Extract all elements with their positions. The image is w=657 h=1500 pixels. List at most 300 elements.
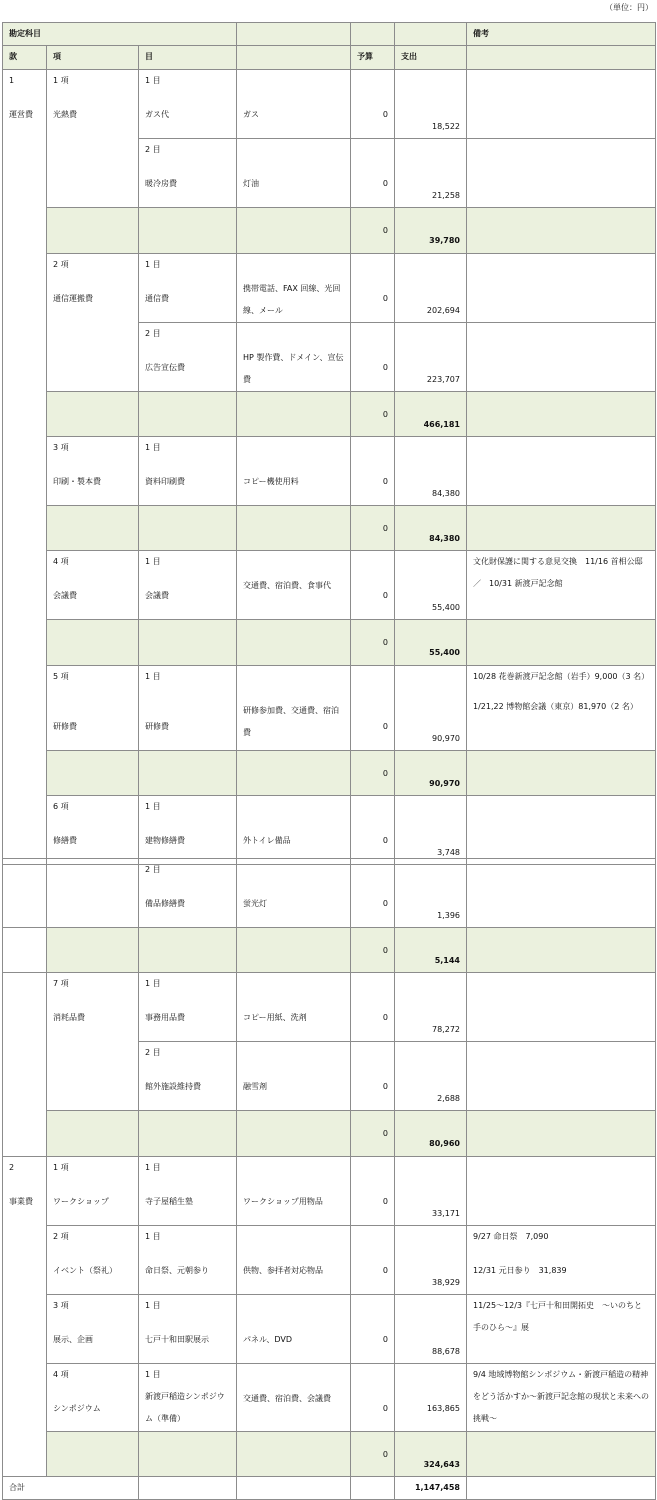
expense-value: 1,396 bbox=[437, 911, 460, 920]
table-row bbox=[3, 1226, 656, 1295]
kou-number: 4 項 bbox=[53, 557, 69, 566]
moku-cell bbox=[139, 859, 237, 928]
moku-name: 会議費 bbox=[145, 591, 169, 600]
kou-name: 修繕費 bbox=[53, 836, 77, 845]
budget-cell bbox=[351, 437, 395, 506]
note-cell bbox=[467, 437, 656, 506]
budget-value: 0 bbox=[382, 946, 388, 955]
moku-number: 2 目 bbox=[145, 865, 161, 874]
note-cell bbox=[467, 796, 656, 865]
subtotal-expense bbox=[395, 392, 467, 437]
kan-blank bbox=[3, 973, 47, 1157]
kou-name: 研修費 bbox=[53, 722, 77, 731]
subtotal-row bbox=[3, 1432, 656, 1477]
expense-value: 18,522 bbox=[432, 122, 460, 131]
header-blank bbox=[237, 46, 351, 70]
note-cell bbox=[467, 973, 656, 1042]
moku-name: 広告宣伝費 bbox=[145, 363, 185, 372]
moku-name: 館外施設維持費 bbox=[145, 1082, 201, 1091]
budget-cell bbox=[351, 551, 395, 620]
table-row bbox=[3, 666, 656, 751]
desc-cell bbox=[237, 1295, 351, 1364]
note-cell bbox=[467, 859, 656, 928]
budget-value: 0 bbox=[382, 722, 388, 731]
note-cell bbox=[467, 1157, 656, 1226]
subtotal-expense bbox=[395, 620, 467, 666]
moku-name: 研修費 bbox=[145, 722, 169, 731]
moku-name: 暖冷房費 bbox=[145, 179, 177, 188]
moku-cell bbox=[139, 139, 237, 208]
expense-cell bbox=[395, 859, 467, 928]
expense-cell bbox=[395, 973, 467, 1042]
subtotal-blank bbox=[467, 506, 656, 551]
kan-number: 2 bbox=[9, 1163, 15, 1172]
budget-value: 0 bbox=[382, 769, 388, 778]
subtotal-blank bbox=[47, 392, 139, 437]
total-label: 合計 bbox=[3, 1477, 139, 1500]
unit-label: （単位：円） bbox=[605, 3, 653, 12]
subtotal-budget bbox=[351, 751, 395, 796]
subtotal-blank bbox=[139, 620, 237, 666]
expense-value: 5,144 bbox=[434, 956, 460, 965]
moku-number: 1 目 bbox=[145, 1301, 161, 1310]
budget-cell bbox=[351, 859, 395, 928]
moku-name: 備品修繕費 bbox=[145, 899, 185, 908]
budget-cell bbox=[351, 323, 395, 392]
note-cell bbox=[467, 323, 656, 392]
header-account: 勘定科目 bbox=[3, 23, 237, 46]
subtotal-blank bbox=[467, 751, 656, 796]
subtotal-blank bbox=[237, 751, 351, 796]
desc-cell bbox=[237, 973, 351, 1042]
subtotal-row bbox=[3, 928, 656, 973]
subtotal-budget bbox=[351, 620, 395, 666]
budget-value: 0 bbox=[382, 1266, 388, 1275]
expense-cell bbox=[395, 437, 467, 506]
desc-cell bbox=[237, 1042, 351, 1111]
expense-cell bbox=[395, 1226, 467, 1295]
desc-text: 外トイレ備品 bbox=[243, 836, 291, 845]
expense-value: 88,678 bbox=[432, 1347, 460, 1356]
budget-value: 0 bbox=[382, 179, 388, 188]
desc-text: 交通費、宿泊費、会議費 bbox=[243, 1394, 331, 1403]
kan-cell bbox=[3, 1157, 47, 1477]
subtotal-blank bbox=[47, 751, 139, 796]
moku-number: 1 目 bbox=[145, 672, 161, 681]
subtotal-blank bbox=[467, 620, 656, 666]
kou-cell bbox=[47, 1226, 139, 1295]
desc-text: ガス bbox=[243, 110, 259, 119]
expense-value: 39,780 bbox=[429, 236, 460, 245]
subtotal-blank bbox=[237, 1432, 351, 1477]
subtotal-blank bbox=[139, 1432, 237, 1477]
budget-value: 0 bbox=[382, 1197, 388, 1206]
subtotal-blank bbox=[237, 1111, 351, 1157]
budget-value: 0 bbox=[382, 1404, 388, 1413]
subtotal-blank bbox=[47, 928, 139, 973]
subtotal-blank bbox=[47, 506, 139, 551]
kou-name: 通信運搬費 bbox=[53, 294, 93, 303]
moku-cell bbox=[139, 437, 237, 506]
kou-cell bbox=[47, 437, 139, 506]
budget-cell bbox=[351, 1226, 395, 1295]
desc-cell bbox=[237, 1226, 351, 1295]
expense-cell bbox=[395, 139, 467, 208]
subtotal-expense bbox=[395, 208, 467, 254]
budget-value: 0 bbox=[382, 638, 388, 647]
budget-cell bbox=[351, 666, 395, 751]
header-kou: 項 bbox=[47, 46, 139, 70]
desc-text: 研修参加費、交通費、宿泊費 bbox=[243, 706, 339, 737]
moku-number: 1 目 bbox=[145, 1163, 161, 1172]
moku-number: 1 目 bbox=[145, 802, 161, 811]
kou-cell bbox=[47, 973, 139, 1111]
subtotal-budget bbox=[351, 928, 395, 973]
budget-value: 0 bbox=[382, 1082, 388, 1091]
note-cell bbox=[467, 551, 656, 620]
kou-cell bbox=[47, 1364, 139, 1432]
note-cell bbox=[467, 666, 656, 751]
subtotal-row bbox=[3, 1111, 656, 1157]
expense-value: 466,181 bbox=[423, 420, 460, 429]
desc-text: HP 製作費、ドメイン、宣伝費 bbox=[243, 353, 344, 384]
desc-cell bbox=[237, 437, 351, 506]
subtotal-blank bbox=[237, 392, 351, 437]
table-row bbox=[3, 1364, 656, 1432]
budget-value: 0 bbox=[382, 899, 388, 908]
kou-number: 5 項 bbox=[53, 672, 69, 681]
table-row bbox=[3, 70, 656, 139]
table-row bbox=[3, 1295, 656, 1364]
kou-number: 4 項 bbox=[53, 1370, 69, 1379]
budget-value: 0 bbox=[382, 110, 388, 119]
expense-value: 202,694 bbox=[426, 306, 460, 315]
note-text: 9/4 地域博物館シンポジウム・新渡戸稲造の精神をどう活かすか～新渡戸記念館の現状と未来への挑戦～ bbox=[473, 1370, 649, 1423]
budget-cell bbox=[351, 1295, 395, 1364]
desc-cell bbox=[237, 666, 351, 751]
subtotal-expense bbox=[395, 751, 467, 796]
subtotal-blank bbox=[139, 751, 237, 796]
table-row bbox=[3, 1157, 656, 1226]
header-expense: 支出 bbox=[395, 46, 467, 70]
kou-number: 3 項 bbox=[53, 443, 69, 452]
note-cell bbox=[467, 1042, 656, 1111]
moku-number: 1 目 bbox=[145, 979, 161, 988]
total-blank bbox=[139, 1477, 237, 1500]
subtotal-row bbox=[3, 392, 656, 437]
budget-value: 0 bbox=[382, 524, 388, 533]
expense-value: 78,272 bbox=[432, 1025, 460, 1034]
header-blank bbox=[395, 23, 467, 46]
kou-name: 会議費 bbox=[53, 591, 77, 600]
table-row bbox=[3, 254, 656, 323]
kan-blank bbox=[3, 928, 47, 973]
kou-cell bbox=[47, 254, 139, 392]
kou-cell bbox=[47, 666, 139, 751]
expense-value: 2,688 bbox=[437, 1094, 460, 1103]
subtotal-blank bbox=[467, 1432, 656, 1477]
desc-text: 蛍光灯 bbox=[243, 899, 267, 908]
header-budget: 予算 bbox=[351, 46, 395, 70]
budget-cell bbox=[351, 70, 395, 139]
expense-value: 55,400 bbox=[429, 648, 460, 657]
kou-number: 2 項 bbox=[53, 260, 69, 269]
moku-number: 2 目 bbox=[145, 145, 161, 154]
note-cell bbox=[467, 1226, 656, 1295]
moku-cell bbox=[139, 1364, 237, 1432]
moku-name: 通信費 bbox=[145, 294, 169, 303]
subtotal-blank bbox=[467, 1111, 656, 1157]
expense-cell bbox=[395, 551, 467, 620]
expense-cell bbox=[395, 254, 467, 323]
subtotal-blank bbox=[467, 392, 656, 437]
kou-name: イベント（祭礼） bbox=[53, 1266, 117, 1275]
budget-value: 0 bbox=[382, 1450, 388, 1459]
desc-text: コピー用紙、洗剤 bbox=[243, 1013, 307, 1022]
desc-text: パネル、DVD bbox=[243, 1335, 293, 1344]
note-text: 10/28 花巻新渡戸記念館（岩手）9,000（3 名） bbox=[473, 672, 650, 681]
budget-cell bbox=[351, 796, 395, 865]
subtotal-expense bbox=[395, 1432, 467, 1477]
kou-cell bbox=[47, 1157, 139, 1226]
subtotal-expense bbox=[395, 1111, 467, 1157]
desc-cell bbox=[237, 1157, 351, 1226]
budget-value: 0 bbox=[382, 294, 388, 303]
kou-blank bbox=[47, 859, 139, 928]
subtotal-row bbox=[3, 751, 656, 796]
note-text: 文化財保護に関する意見交換 11/16 首相公邸 ／ 10/31 新渡戸記念館 bbox=[473, 557, 651, 588]
expense-value: 163,865 bbox=[426, 1404, 460, 1413]
header-blank bbox=[237, 23, 351, 46]
subtotal-blank bbox=[47, 620, 139, 666]
header-remarks: 備考 bbox=[467, 23, 656, 46]
total-blank bbox=[237, 1477, 351, 1500]
budget-table-continued bbox=[2, 858, 656, 1500]
kou-cell bbox=[47, 551, 139, 620]
expense-cell bbox=[395, 1364, 467, 1432]
subtotal-budget bbox=[351, 392, 395, 437]
desc-cell bbox=[237, 323, 351, 392]
budget-value: 0 bbox=[382, 477, 388, 486]
table-row bbox=[3, 437, 656, 506]
note-text: 11/25～12/3『七戸十和田開拓史 ～いのちと手のひら～』展 bbox=[473, 1301, 643, 1332]
moku-cell bbox=[139, 254, 237, 323]
budget-value: 0 bbox=[382, 836, 388, 845]
kou-name: 印刷・製本費 bbox=[53, 477, 101, 486]
note-cell bbox=[467, 1364, 656, 1432]
desc-cell bbox=[237, 859, 351, 928]
kou-number: 1 項 bbox=[53, 1163, 69, 1172]
total-blank bbox=[351, 1477, 395, 1500]
subtotal-expense bbox=[395, 928, 467, 973]
expense-cell bbox=[395, 1042, 467, 1111]
budget-cell bbox=[351, 139, 395, 208]
header-kan: 款 bbox=[3, 46, 47, 70]
kou-cell bbox=[47, 1295, 139, 1364]
moku-number: 1 目 bbox=[145, 1370, 161, 1379]
subtotal-blank bbox=[237, 208, 351, 254]
total-expense: 1,147,458 bbox=[395, 1477, 467, 1500]
moku-name: ガス代 bbox=[145, 110, 169, 119]
desc-text: 交通費、宿泊費、食事代 bbox=[243, 581, 331, 590]
desc-text: 供物、参拝者対応物品 bbox=[243, 1266, 323, 1275]
expense-cell bbox=[395, 1295, 467, 1364]
total-blank bbox=[467, 1477, 656, 1500]
expense-value: 3,748 bbox=[437, 848, 460, 857]
moku-name: 七戸十和田駅展示 bbox=[145, 1335, 209, 1344]
header-blank bbox=[467, 46, 656, 70]
header-blank bbox=[351, 23, 395, 46]
kou-number: 6 項 bbox=[53, 802, 69, 811]
moku-number: 2 目 bbox=[145, 329, 161, 338]
budget-value: 0 bbox=[382, 226, 388, 235]
expense-value: 223,707 bbox=[426, 375, 460, 384]
subtotal-blank bbox=[47, 1111, 139, 1157]
subtotal-expense bbox=[395, 506, 467, 551]
subtotal-blank bbox=[47, 208, 139, 254]
kou-name: シンポジウム bbox=[53, 1404, 101, 1413]
expense-value: 21,258 bbox=[432, 191, 460, 200]
subtotal-blank bbox=[139, 392, 237, 437]
moku-cell bbox=[139, 796, 237, 865]
desc-cell bbox=[237, 70, 351, 139]
subtotal-blank bbox=[47, 1432, 139, 1477]
desc-cell bbox=[237, 1364, 351, 1432]
kou-cell bbox=[47, 796, 139, 865]
budget-value: 0 bbox=[382, 1129, 388, 1138]
expense-value: 90,970 bbox=[432, 734, 460, 743]
note-text: 9/27 命日祭 7,090 bbox=[473, 1232, 549, 1241]
expense-cell bbox=[395, 796, 467, 865]
expense-value: 33,171 bbox=[432, 1209, 460, 1218]
kou-cell bbox=[47, 70, 139, 208]
subtotal-blank bbox=[237, 928, 351, 973]
kou-number: 3 項 bbox=[53, 1301, 69, 1310]
moku-number: 2 目 bbox=[145, 1048, 161, 1057]
subtotal-blank bbox=[237, 620, 351, 666]
note-text: 12/31 元日参り 31,839 bbox=[473, 1266, 567, 1275]
kan-number: 1 bbox=[9, 76, 15, 85]
expense-value: 80,960 bbox=[429, 1139, 460, 1148]
moku-number: 1 目 bbox=[145, 76, 161, 85]
subtotal-row bbox=[3, 208, 656, 254]
budget-table bbox=[2, 22, 656, 865]
expense-cell bbox=[395, 70, 467, 139]
desc-text: 融雪剤 bbox=[243, 1082, 267, 1091]
moku-name: 建物修繕費 bbox=[145, 836, 185, 845]
moku-number: 1 目 bbox=[145, 260, 161, 269]
desc-text: 灯油 bbox=[243, 179, 259, 188]
moku-name: 寺子屋稲生塾 bbox=[145, 1197, 193, 1206]
desc-cell bbox=[237, 139, 351, 208]
expense-value: 84,380 bbox=[432, 489, 460, 498]
desc-cell bbox=[237, 254, 351, 323]
budget-cell bbox=[351, 1157, 395, 1226]
subtotal-blank bbox=[467, 208, 656, 254]
moku-cell bbox=[139, 1295, 237, 1364]
expense-value: 90,970 bbox=[429, 779, 460, 788]
header-moku: 目 bbox=[139, 46, 237, 70]
subtotal-blank bbox=[139, 1111, 237, 1157]
subtotal-row bbox=[3, 506, 656, 551]
moku-number: 1 目 bbox=[145, 443, 161, 452]
expense-cell bbox=[395, 1157, 467, 1226]
budget-value: 0 bbox=[382, 1335, 388, 1344]
note-cell bbox=[467, 254, 656, 323]
moku-number: 1 目 bbox=[145, 557, 161, 566]
moku-cell bbox=[139, 1042, 237, 1111]
moku-cell bbox=[139, 973, 237, 1042]
kou-number: 2 項 bbox=[53, 1232, 69, 1241]
note-text: 1/21,22 博物館会議（東京）81,970（2 名） bbox=[473, 702, 638, 711]
table-row bbox=[3, 551, 656, 620]
moku-name: 資料印刷費 bbox=[145, 477, 185, 486]
note-cell bbox=[467, 70, 656, 139]
total-row bbox=[3, 1477, 656, 1500]
kan-name: 運営費 bbox=[9, 110, 33, 119]
kou-name: 消耗品費 bbox=[53, 1013, 85, 1022]
desc-cell bbox=[237, 796, 351, 865]
kou-number: 1 項 bbox=[53, 76, 69, 85]
budget-cell bbox=[351, 254, 395, 323]
moku-cell bbox=[139, 551, 237, 620]
subtotal-budget bbox=[351, 208, 395, 254]
table-row bbox=[3, 859, 656, 928]
kan-blank bbox=[3, 859, 47, 928]
subtotal-blank bbox=[467, 928, 656, 973]
budget-value: 0 bbox=[382, 363, 388, 372]
subtotal-budget bbox=[351, 506, 395, 551]
kou-name: 光熱費 bbox=[53, 110, 77, 119]
kou-name: 展示、企画 bbox=[53, 1335, 93, 1344]
budget-value: 0 bbox=[382, 591, 388, 600]
moku-number: 1 目 bbox=[145, 1232, 161, 1241]
moku-cell bbox=[139, 323, 237, 392]
subtotal-row bbox=[3, 620, 656, 666]
expense-cell bbox=[395, 323, 467, 392]
budget-cell bbox=[351, 1042, 395, 1111]
desc-text: コピー機使用料 bbox=[243, 477, 299, 486]
moku-cell bbox=[139, 1226, 237, 1295]
subtotal-budget bbox=[351, 1111, 395, 1157]
moku-cell bbox=[139, 1157, 237, 1226]
subtotal-blank bbox=[139, 506, 237, 551]
kou-name: ワークショップ bbox=[53, 1197, 109, 1206]
moku-cell bbox=[139, 70, 237, 139]
desc-text: 携帯電話、FAX 回線、光回線、メール bbox=[243, 284, 341, 315]
moku-cell bbox=[139, 666, 237, 751]
moku-name: 新渡戸稲造シンポジウム（準備） bbox=[145, 1392, 225, 1423]
budget-value: 0 bbox=[382, 1013, 388, 1022]
desc-cell bbox=[237, 551, 351, 620]
subtotal-blank bbox=[139, 208, 237, 254]
kan-cell bbox=[3, 70, 47, 865]
expense-cell bbox=[395, 666, 467, 751]
subtotal-blank bbox=[139, 928, 237, 973]
kan-name: 事業費 bbox=[9, 1197, 33, 1206]
note-cell bbox=[467, 1295, 656, 1364]
expense-value: 84,380 bbox=[429, 534, 460, 543]
table-row bbox=[3, 973, 656, 1042]
expense-value: 55,400 bbox=[432, 603, 460, 612]
budget-cell bbox=[351, 1364, 395, 1432]
subtotal-blank bbox=[237, 506, 351, 551]
desc-text: ワークショップ用物品 bbox=[243, 1197, 323, 1206]
expense-value: 38,929 bbox=[432, 1278, 460, 1287]
note-cell bbox=[467, 139, 656, 208]
kou-number: 7 項 bbox=[53, 979, 69, 988]
expense-value: 324,643 bbox=[423, 1460, 460, 1469]
